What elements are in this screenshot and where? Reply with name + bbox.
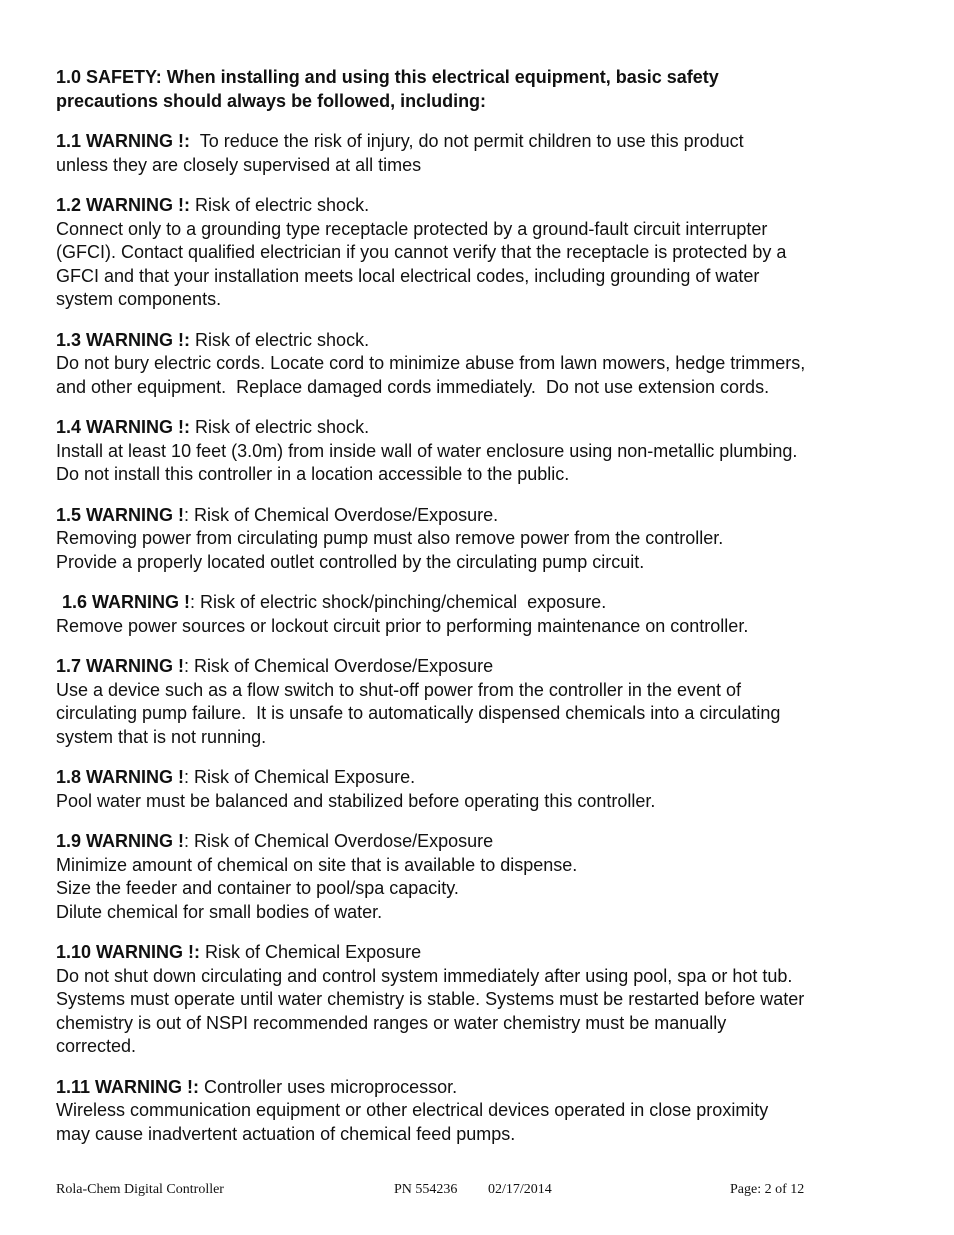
warning-body-line: chemistry is out of NSPI recommended ranges or water chemistry must be manually bbox=[56, 1012, 727, 1033]
warning-body-line: Pool water must be balanced and stabilized before operating this controller. bbox=[56, 790, 656, 811]
warning-label: 1.10 WARNING !: bbox=[56, 942, 201, 962]
warning-body-line: (GFCI). Contact qualified electrician if you cannot verify that the receptacle is protected by a bbox=[56, 242, 787, 262]
warning-body-line: Systems must operate until water chemistry is stable. Systems must be restarted before water bbox=[56, 989, 805, 1009]
warning-body-line: Do not bury electric cords. Locate cord to minimize abuse from lawn mowers, hedge trimmers, bbox=[56, 353, 806, 373]
warning-title bbox=[56, 130, 916, 154]
warning-body-line: Remove power sources or lockout circuit prior to performing maintenance on controller. bbox=[56, 615, 749, 636]
warning-title bbox=[56, 830, 916, 854]
warning-title-text: : Risk of electric shock/pinching/chemical exposure. bbox=[190, 592, 607, 612]
warning-body-line: unless they are closely supervised at all times bbox=[56, 154, 422, 175]
warning-section-1-2 bbox=[56, 194, 916, 312]
warning-body-line: may cause inadvertent actuation of chemical feed pumps. bbox=[56, 1123, 516, 1144]
warning-title-text: Risk of electric shock. bbox=[190, 195, 370, 215]
warning-body-line: Dilute chemical for small bodies of water. bbox=[56, 901, 383, 922]
warning-body-line: Minimize amount of chemical on site that is available to dispense. bbox=[56, 854, 578, 875]
safety-heading bbox=[56, 66, 916, 113]
safety-heading-line-1: 1.0 SAFETY: When installing and using this electrical equipment, basic safety bbox=[56, 67, 719, 87]
warning-section-1-5 bbox=[56, 504, 916, 575]
warning-title-text: Risk of electric shock. bbox=[190, 329, 370, 350]
footer-page-number: Page: 2 of 12 bbox=[730, 1182, 805, 1197]
warning-title bbox=[56, 941, 916, 965]
warning-label: 1.4 WARNING !: bbox=[56, 417, 191, 437]
warning-title bbox=[56, 416, 916, 440]
warning-section-1-8 bbox=[56, 766, 916, 813]
warning-label: 1.1 WARNING !: bbox=[56, 131, 191, 151]
warning-body-line: Removing power from circulating pump must also remove power from the controller. bbox=[56, 528, 724, 548]
warning-title-text: : Risk of Chemical Exposure. bbox=[184, 767, 416, 787]
footer-date: 02/17/2014 bbox=[488, 1182, 552, 1197]
warning-label: 1.11 WARNING !: bbox=[56, 1076, 200, 1097]
warning-section-1-6 bbox=[56, 591, 916, 638]
footer-product-name: Rola-Chem Digital Controller bbox=[56, 1182, 224, 1197]
warning-body-line: Provide a properly located outlet controlled by the circulating pump circuit. bbox=[56, 551, 645, 572]
warning-label: 1.6 WARNING ! bbox=[62, 592, 191, 612]
warning-label: 1.9 WARNING ! bbox=[56, 831, 185, 851]
warning-section-1-4 bbox=[56, 416, 916, 487]
document-page bbox=[56, 66, 916, 1163]
warning-label: 1.7 WARNING ! bbox=[56, 656, 185, 676]
warning-body-line: circulating pump failure. It is unsafe to automatically dispensed chemicals into a circulating bbox=[56, 703, 781, 723]
warning-sections bbox=[56, 130, 916, 1146]
warning-body-line: Use a device such as a flow switch to shut-off power from the controller in the event of bbox=[56, 679, 742, 700]
warning-body-line: Do not shut down circulating and control system immediately after using pool, spa or hot tub. bbox=[56, 965, 793, 986]
warning-section-1-7 bbox=[56, 655, 916, 749]
warning-section-1-1 bbox=[56, 130, 916, 177]
warning-title-text: : Risk of Chemical Overdose/Exposure bbox=[184, 831, 494, 851]
warning-title-text: Risk of Chemical Exposure bbox=[200, 942, 422, 962]
warning-title bbox=[56, 329, 916, 353]
warning-body-line: and other equipment. Replace damaged cords immediately. Do not use extension cords. bbox=[56, 376, 770, 397]
footer-part-number: PN 554236 bbox=[394, 1182, 458, 1197]
warning-section-1-3 bbox=[56, 329, 916, 400]
warning-title-text: Risk of electric shock. bbox=[190, 417, 370, 437]
warning-body-line: system components. bbox=[56, 289, 222, 309]
warning-body-line: Install at least 10 feet (3.0m) from inside wall of water enclosure using non-metallic plumbing. bbox=[56, 440, 798, 461]
warning-section-1-10 bbox=[56, 941, 916, 1059]
warning-body-line: GFCI and that your installation meets local electrical codes, including grounding of water bbox=[56, 265, 760, 286]
warning-label: 1.3 WARNING !: bbox=[56, 329, 191, 350]
warning-title bbox=[56, 194, 916, 218]
warning-body-line: Do not install this controller in a location accessible to the public. bbox=[56, 464, 570, 484]
warning-label: 1.2 WARNING !: bbox=[56, 195, 191, 215]
warning-label: 1.5 WARNING ! bbox=[56, 504, 185, 525]
warning-title bbox=[56, 655, 916, 679]
warning-body-line: system that is not running. bbox=[56, 726, 267, 747]
warning-title-text: : Risk of Chemical Overdose/Exposure. bbox=[184, 504, 499, 525]
warning-section-1-9 bbox=[56, 830, 916, 924]
warning-body-line: Connect only to a grounding type receptacle protected by a ground-fault circuit interrupter bbox=[56, 218, 768, 239]
warning-title-text: : Risk of Chemical Overdose/Exposure bbox=[184, 656, 494, 676]
warning-title bbox=[56, 766, 916, 790]
warning-section-1-11 bbox=[56, 1076, 916, 1147]
warning-body-line: Size the feeder and container to pool/spa capacity. bbox=[56, 878, 459, 898]
warning-title-text: To reduce the risk of injury, do not permit children to use this product bbox=[190, 131, 744, 151]
warning-label: 1.8 WARNING ! bbox=[56, 767, 185, 787]
warning-title-text: Controller uses microprocessor. bbox=[199, 1076, 458, 1097]
warning-title bbox=[56, 591, 916, 615]
warning-title bbox=[56, 504, 916, 528]
safety-heading-line-2: precautions should always be followed, including: bbox=[56, 90, 487, 111]
warning-body-line: Wireless communication equipment or other electrical devices operated in close proximity bbox=[56, 1100, 769, 1120]
warning-title bbox=[56, 1076, 916, 1100]
warning-body-line: corrected. bbox=[56, 1036, 137, 1056]
